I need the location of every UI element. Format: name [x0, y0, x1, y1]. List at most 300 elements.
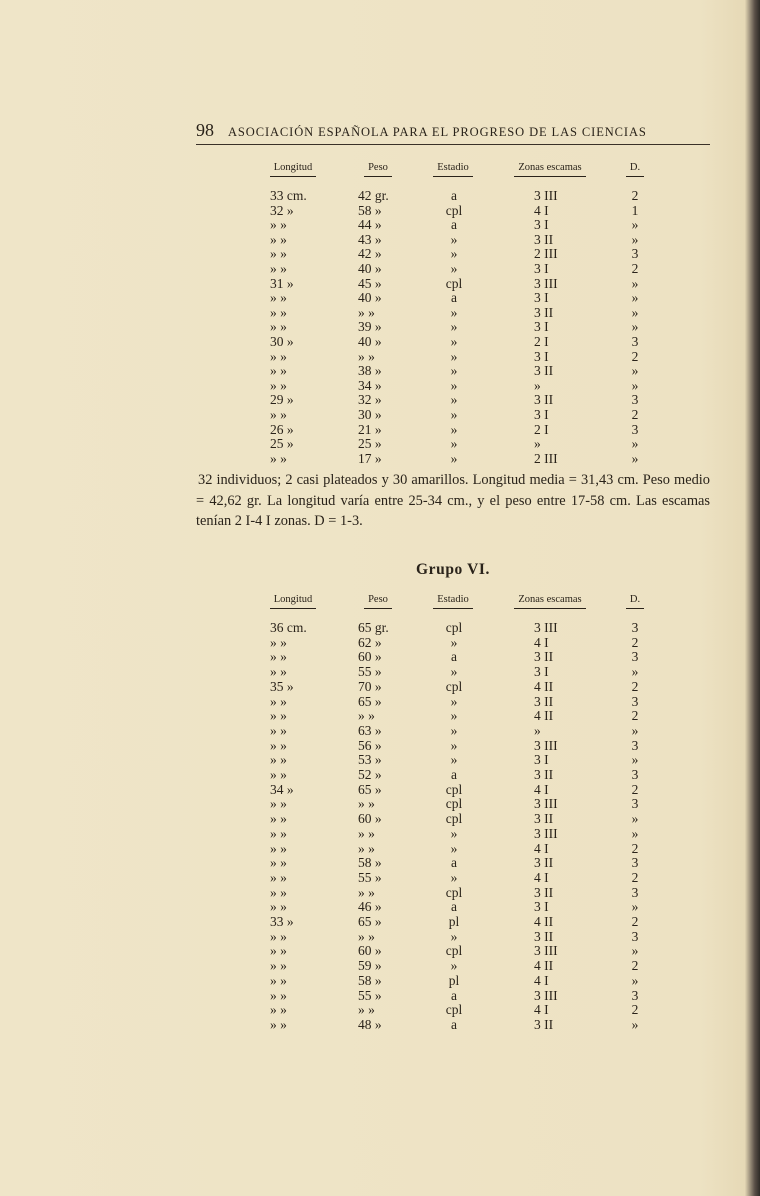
cell-zonas: 2 I [534, 421, 549, 437]
table-row [0, 363, 760, 379]
running-header [196, 120, 710, 141]
cell-zonas: 3 II [534, 811, 554, 827]
cell-longitud: » » [270, 855, 287, 871]
cell-estadio: » [450, 958, 458, 974]
cell-d: » [631, 972, 639, 988]
cell-d: 3 [631, 246, 639, 262]
cell-peso: 58 » [358, 855, 382, 871]
cell-d: » [631, 450, 639, 466]
table-row [0, 826, 760, 842]
cell-zonas: 3 II [534, 649, 554, 665]
cell-d: 2 [631, 958, 639, 974]
cell-longitud: » » [270, 1002, 287, 1018]
cell-longitud: » » [270, 407, 287, 422]
cell-peso: 40 » [358, 334, 382, 349]
cell-zonas: 4 I [534, 781, 549, 797]
table-row [0, 723, 760, 739]
table-row [0, 899, 760, 915]
cell-longitud: » » [270, 304, 287, 320]
table-row [0, 694, 760, 710]
cell-longitud: » » [270, 884, 287, 900]
cell-zonas: 4 I [534, 202, 549, 218]
cell-longitud: » » [270, 319, 287, 335]
table-row [0, 914, 760, 930]
cell-zonas: 3 I [534, 319, 549, 335]
cell-estadio: » [450, 392, 458, 408]
table-row [0, 649, 760, 665]
cell-estadio: cpl [445, 202, 463, 218]
cell-peso: » » [358, 928, 375, 944]
cell-estadio: a [451, 987, 457, 1003]
cell-longitud: » » [270, 811, 287, 827]
cell-peso: 70 » [358, 678, 382, 694]
table-row [0, 392, 760, 408]
table-row [0, 261, 760, 277]
cell-estadio: » [450, 664, 458, 680]
cell-longitud: 33 » [270, 914, 294, 929]
cell-estadio: » [450, 421, 458, 437]
cell-peso: 25 » [358, 436, 382, 452]
table-row [0, 885, 760, 901]
cell-estadio: » [450, 869, 458, 885]
cell-estadio: » [450, 693, 458, 709]
table-row [0, 305, 760, 321]
cell-estadio: » [450, 231, 458, 247]
table-row [0, 436, 760, 452]
cell-zonas: 3 III [534, 188, 558, 203]
cell-peso: 42 gr. [358, 188, 389, 203]
cell-zonas: » [534, 722, 541, 738]
cell-zonas: 3 II [534, 363, 554, 379]
cell-zonas: 3 II [534, 884, 554, 900]
table-row [0, 1002, 760, 1018]
cell-estadio: cpl [445, 781, 463, 797]
table-row [0, 407, 760, 423]
cell-longitud: » » [270, 377, 287, 393]
cell-zonas: 3 I [534, 899, 549, 915]
cell-longitud: » » [270, 348, 287, 364]
cell-peso: 17 » [358, 450, 382, 466]
cell-d: » [631, 363, 639, 379]
cell-peso: 46 » [358, 899, 382, 915]
cell-longitud: » » [270, 450, 287, 466]
cell-d: 1 [631, 202, 639, 218]
cell-d: » [631, 377, 639, 393]
cell-longitud: 34 » [270, 781, 294, 797]
cell-zonas: 4 I [534, 1002, 549, 1018]
cell-longitud: 29 » [270, 392, 294, 408]
cell-d: 2 [631, 840, 639, 856]
table-row [0, 1017, 760, 1033]
cell-zonas: 3 I [534, 664, 549, 680]
cell-zonas: 3 III [534, 796, 558, 812]
table-row [0, 203, 760, 219]
page-number: 98 [196, 120, 214, 140]
cell-peso: 30 » [358, 407, 382, 422]
table-row [0, 855, 760, 871]
cell-longitud: » » [270, 899, 287, 915]
cell-peso: 21 » [358, 421, 382, 437]
cell-estadio: » [450, 722, 458, 738]
cell-zonas: 3 I [534, 752, 549, 768]
group-summary: 32 individuos; 2 casi plateados y 30 amarillos. Longitud media = 31,43 cm. Peso medio = 42,62 gr. La longitud varía entre 25-34 cm., y el peso entre 17-58 cm. Las escamas tenían 2 I-4 I zonas. D = 1-3. [196, 472, 710, 529]
cell-d: » [631, 217, 639, 233]
cell-estadio: » [450, 334, 458, 349]
cell-peso: 55 » [358, 987, 382, 1003]
table-row [0, 319, 760, 335]
table-row [0, 958, 760, 974]
cell-longitud: » » [270, 928, 287, 944]
cell-estadio: » [450, 407, 458, 422]
col-d: D. [616, 594, 654, 609]
cell-estadio: » [450, 246, 458, 262]
cell-estadio: » [450, 928, 458, 944]
cell-d: » [631, 825, 639, 841]
cell-peso: 40 » [358, 290, 382, 306]
cell-d: » [631, 275, 639, 291]
cell-d: 3 [631, 987, 639, 1003]
cell-d: 3 [631, 767, 639, 782]
cell-peso: » » [358, 840, 375, 856]
cell-estadio: a [451, 217, 457, 233]
table-row [0, 767, 760, 783]
table-row [0, 811, 760, 827]
group-title: Grupo VI. [415, 561, 491, 578]
cell-estadio: cpl [445, 796, 463, 812]
cell-d: 2 [631, 1002, 639, 1018]
cell-d: » [631, 436, 639, 452]
cell-zonas: » [534, 436, 541, 452]
cell-peso: » » [358, 884, 375, 900]
cell-estadio: » [450, 261, 458, 276]
col-peso: Peso [350, 162, 406, 177]
cell-d: » [631, 304, 639, 320]
cell-peso: 55 » [358, 664, 382, 680]
cell-longitud: » » [270, 958, 287, 974]
cell-d: 3 [631, 737, 639, 753]
table-row [0, 246, 760, 262]
table-row [0, 841, 760, 857]
cell-peso: 39 » [358, 319, 382, 335]
cell-zonas: 3 I [534, 290, 549, 306]
cell-estadio: a [451, 855, 457, 871]
cell-d: » [631, 722, 639, 738]
cell-peso: 34 » [358, 377, 382, 393]
cell-zonas: 4 II [534, 958, 554, 974]
cell-peso: 55 » [358, 869, 382, 885]
cell-estadio: cpl [445, 811, 463, 827]
cell-peso: 59 » [358, 958, 382, 974]
cell-d: » [631, 752, 639, 768]
cell-longitud: » » [270, 752, 287, 768]
cell-peso: 42 » [358, 246, 382, 262]
cell-longitud: » » [270, 708, 287, 724]
cell-estadio: » [450, 436, 458, 452]
cell-zonas: 3 III [534, 620, 558, 635]
cell-estadio: » [450, 304, 458, 320]
cell-longitud: 31 » [270, 275, 294, 291]
cell-d: 2 [631, 348, 639, 364]
running-title: ASOCIACIÓN ESPAÑOLA PARA EL PROGRESO DE LAS CIENCIAS [228, 125, 647, 139]
cell-estadio: pl [448, 972, 460, 988]
cell-longitud: » » [270, 972, 287, 988]
cell-d: 2 [631, 869, 639, 885]
col-longitud: Longitud [258, 594, 328, 609]
cell-zonas: » [534, 377, 541, 393]
col-d: D. [616, 162, 654, 177]
cell-estadio: » [450, 737, 458, 753]
cell-zonas: 4 I [534, 840, 549, 856]
table-row [0, 334, 760, 350]
cell-peso: 38 » [358, 363, 382, 379]
cell-zonas: 2 I [534, 334, 549, 349]
cell-zonas: 4 I [534, 972, 549, 988]
cell-d: 3 [631, 693, 639, 709]
cell-zonas: 4 II [534, 914, 554, 929]
cell-d: 3 [631, 392, 639, 408]
cell-longitud: » » [270, 290, 287, 306]
cell-d: 3 [631, 855, 639, 871]
cell-zonas: 3 III [534, 987, 558, 1003]
cell-longitud: » » [270, 737, 287, 753]
cell-d: 2 [631, 407, 639, 422]
cell-longitud: 35 » [270, 678, 294, 694]
cell-zonas: 3 I [534, 348, 549, 364]
col-zonas: Zonas escamas [500, 594, 600, 609]
cell-zonas: 3 II [534, 304, 554, 320]
col-estadio: Estadio [424, 162, 482, 177]
table-row [0, 276, 760, 292]
cell-longitud: » » [270, 840, 287, 856]
cell-longitud: » » [270, 231, 287, 247]
cell-peso: » » [358, 796, 375, 812]
cell-peso: » » [358, 1002, 375, 1018]
table-row [0, 796, 760, 812]
cell-estadio: a [451, 1016, 457, 1032]
cell-d: » [631, 290, 639, 306]
cell-longitud: 30 » [270, 334, 294, 349]
cell-d: 2 [631, 708, 639, 724]
cell-zonas: 3 II [534, 693, 554, 709]
cell-peso: 40 » [358, 261, 382, 276]
cell-d: » [631, 664, 639, 680]
cell-zonas: 4 I [534, 634, 549, 650]
cell-estadio: a [451, 290, 457, 306]
table2-header [0, 594, 760, 612]
table-row [0, 988, 760, 1004]
table-row [0, 679, 760, 695]
table-row [0, 782, 760, 798]
cell-longitud: » » [270, 722, 287, 738]
cell-peso: 32 » [358, 392, 382, 408]
cell-estadio: » [450, 634, 458, 650]
cell-estadio: cpl [445, 1002, 463, 1018]
cell-estadio: » [450, 450, 458, 466]
cell-peso: 63 » [358, 722, 382, 738]
cell-estadio: a [451, 767, 457, 782]
cell-longitud: » » [270, 261, 287, 276]
table-row [0, 738, 760, 754]
cell-peso: 60 » [358, 943, 382, 959]
cell-longitud: 33 cm. [270, 188, 307, 203]
cell-longitud: » » [270, 943, 287, 959]
cell-longitud: » » [270, 664, 287, 680]
cell-peso: 45 » [358, 275, 382, 291]
cell-estadio: pl [448, 914, 460, 929]
cell-peso: 58 » [358, 202, 382, 218]
cell-zonas: 3 I [534, 217, 549, 233]
cell-d: 2 [631, 188, 639, 203]
cell-longitud: » » [270, 693, 287, 709]
cell-peso: 56 » [358, 737, 382, 753]
cell-zonas: 4 II [534, 678, 554, 694]
cell-longitud: » » [270, 363, 287, 379]
cell-d: 3 [631, 334, 639, 349]
cell-estadio: cpl [445, 678, 463, 694]
cell-peso: 43 » [358, 231, 382, 247]
cell-zonas: 3 III [534, 943, 558, 959]
cell-longitud: » » [270, 767, 287, 782]
table-row [0, 635, 760, 651]
cell-d: » [631, 231, 639, 247]
cell-peso: 52 » [358, 767, 382, 782]
cell-d: » [631, 1016, 639, 1032]
cell-d: 2 [631, 678, 639, 694]
table-row [0, 708, 760, 724]
cell-d: 2 [631, 914, 639, 929]
cell-peso: 65 » [358, 781, 382, 797]
table-row [0, 943, 760, 959]
table-row [0, 870, 760, 886]
cell-peso: » » [358, 348, 375, 364]
table-row [0, 217, 760, 233]
cell-peso: 65 gr. [358, 620, 389, 635]
cell-longitud: » » [270, 825, 287, 841]
cell-zonas: 3 I [534, 407, 549, 422]
cell-longitud: 26 » [270, 421, 294, 437]
cell-zonas: 4 I [534, 869, 549, 885]
cell-d: 3 [631, 620, 639, 635]
cell-longitud: » » [270, 1016, 287, 1032]
col-longitud: Longitud [258, 162, 328, 177]
cell-estadio: cpl [445, 943, 463, 959]
cell-longitud: » » [270, 246, 287, 262]
cell-estadio: » [450, 348, 458, 364]
cell-estadio: cpl [445, 275, 463, 291]
cell-peso: » » [358, 825, 375, 841]
table-row [0, 422, 760, 438]
cell-peso: » » [358, 708, 375, 724]
cell-longitud: » » [270, 217, 287, 233]
col-estadio: Estadio [424, 594, 482, 609]
cell-peso: 65 » [358, 914, 382, 929]
cell-d: 3 [631, 796, 639, 812]
cell-zonas: 3 II [534, 231, 554, 247]
cell-longitud: » » [270, 869, 287, 885]
cell-d: 2 [631, 781, 639, 797]
cell-zonas: 3 I [534, 261, 549, 276]
header-rule [196, 144, 710, 145]
cell-d: » [631, 811, 639, 827]
cell-d: 3 [631, 928, 639, 944]
cell-zonas: 3 III [534, 275, 558, 291]
table-row [0, 620, 760, 636]
table-row [0, 349, 760, 365]
cell-d: » [631, 899, 639, 915]
cell-estadio: » [450, 840, 458, 856]
cell-d: 2 [631, 261, 639, 276]
cell-d: 3 [631, 421, 639, 437]
cell-peso: 44 » [358, 217, 382, 233]
cell-estadio: cpl [445, 620, 463, 635]
cell-zonas: 3 II [534, 855, 554, 871]
cell-estadio: a [451, 188, 457, 203]
cell-zonas: 3 III [534, 737, 558, 753]
cell-zonas: 2 III [534, 450, 558, 466]
cell-d: » [631, 319, 639, 335]
cell-peso: 62 » [358, 634, 382, 650]
cell-longitud: 36 cm. [270, 620, 307, 635]
cell-longitud: » » [270, 649, 287, 665]
cell-zonas: 3 II [534, 1016, 554, 1032]
cell-zonas: 4 II [534, 708, 554, 724]
cell-estadio: cpl [445, 884, 463, 900]
cell-zonas: 3 III [534, 825, 558, 841]
cell-longitud: 25 » [270, 436, 294, 452]
cell-estadio: » [450, 363, 458, 379]
table-row [0, 929, 760, 945]
cell-zonas: 3 II [534, 392, 554, 408]
cell-estadio: a [451, 649, 457, 665]
cell-estadio: » [450, 708, 458, 724]
cell-estadio: » [450, 825, 458, 841]
table-row [0, 973, 760, 989]
cell-d: 3 [631, 649, 639, 665]
cell-estadio: » [450, 752, 458, 768]
cell-d: 2 [631, 634, 639, 650]
table1-header [0, 162, 760, 180]
col-zonas: Zonas escamas [500, 162, 600, 177]
cell-longitud: 32 » [270, 202, 294, 218]
cell-longitud: » » [270, 987, 287, 1003]
cell-estadio: » [450, 319, 458, 335]
cell-peso: 58 » [358, 972, 382, 988]
cell-peso: 60 » [358, 811, 382, 827]
table-row [0, 451, 760, 467]
cell-peso: 60 » [358, 649, 382, 665]
cell-estadio: a [451, 899, 457, 915]
table-row [0, 290, 760, 306]
cell-d: 3 [631, 884, 639, 900]
cell-longitud: » » [270, 796, 287, 812]
cell-peso: 65 » [358, 693, 382, 709]
cell-peso: 48 » [358, 1016, 382, 1032]
cell-d: » [631, 943, 639, 959]
cell-peso: 53 » [358, 752, 382, 768]
col-peso: Peso [350, 594, 406, 609]
cell-longitud: » » [270, 634, 287, 650]
cell-peso: » » [358, 304, 375, 320]
table-row [0, 188, 760, 204]
table-row [0, 232, 760, 248]
table-row [0, 378, 760, 394]
table-row [0, 664, 760, 680]
cell-estadio: » [450, 377, 458, 393]
cell-zonas: 2 III [534, 246, 558, 262]
table-row [0, 752, 760, 768]
cell-zonas: 3 II [534, 767, 554, 782]
cell-zonas: 3 II [534, 928, 554, 944]
